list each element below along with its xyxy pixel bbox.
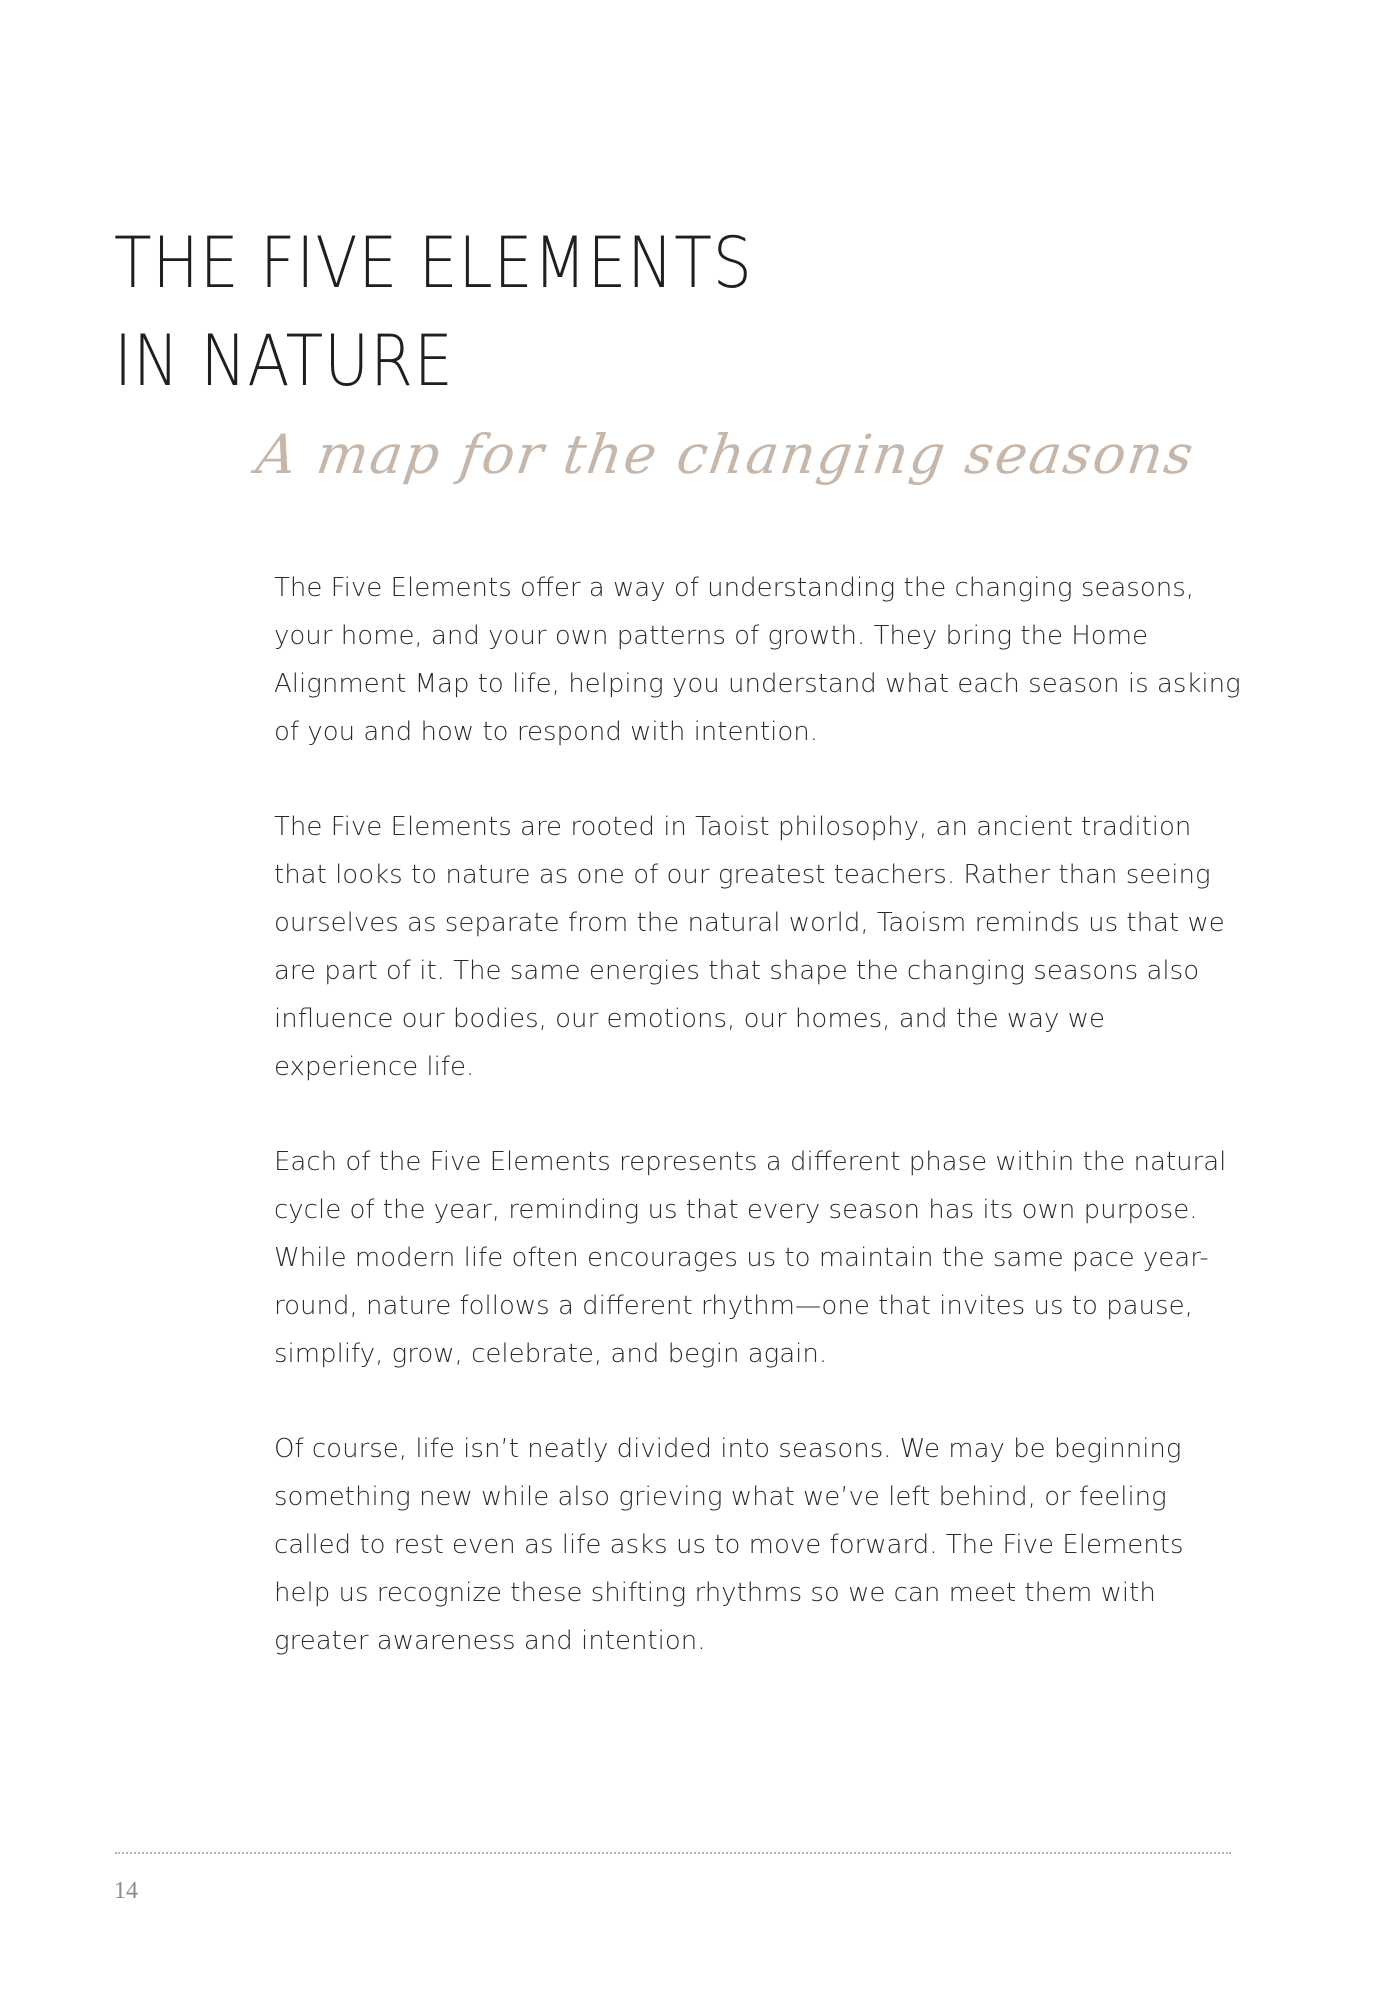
footer-divider: [115, 1852, 1231, 1854]
paragraph-1: The Five Elements offer a way of understanding the changing seasons, your home, and your own patterns of growth. They bring the Home Alignment Map to life, helping you understand what each season is asking of you and how to respond with intention.: [274, 573, 1241, 747]
paragraph-4: Of course, life isn’t neatly divided into seasons. We may be beginning something new while also grieving what we’ve left behind, or feeling called to rest even as life asks us to move forward. The Five Elements help us recognize these shifting rhythms so we can meet them with greater awareness and intention.: [274, 1434, 1184, 1656]
paragraph-3: Each of the Five Elements represents a different phase within the natural cycle of the year, reminding us that every season has its own purpose. While modern life often encourages us to maintain the same pace year-round, nature follows a different rhythm—one that invites us to pause, simplify, grow, celebrate, and begin again.: [274, 1147, 1227, 1369]
page-number: 14: [114, 1878, 138, 1904]
paragraph-2: The Five Elements are rooted in Taoist philosophy, an ancient tradition that looks to nature as one of our greatest teachers. Rather than seeing ourselves as separate from the natural world, Taoism reminds us that we are part of it. The same energies that shape the changing seasons also influence our bodies, our emotions, our homes, and the way we experience life.: [274, 812, 1225, 1082]
body-text: [274, 564, 1244, 1712]
script-subtitle: A map for the changing seasons: [252, 423, 1199, 486]
page-title-line-1: THE FIVE ELEMENTS: [114, 222, 753, 304]
page-title: [114, 214, 753, 410]
page-title-line-2: IN NATURE: [114, 320, 454, 402]
